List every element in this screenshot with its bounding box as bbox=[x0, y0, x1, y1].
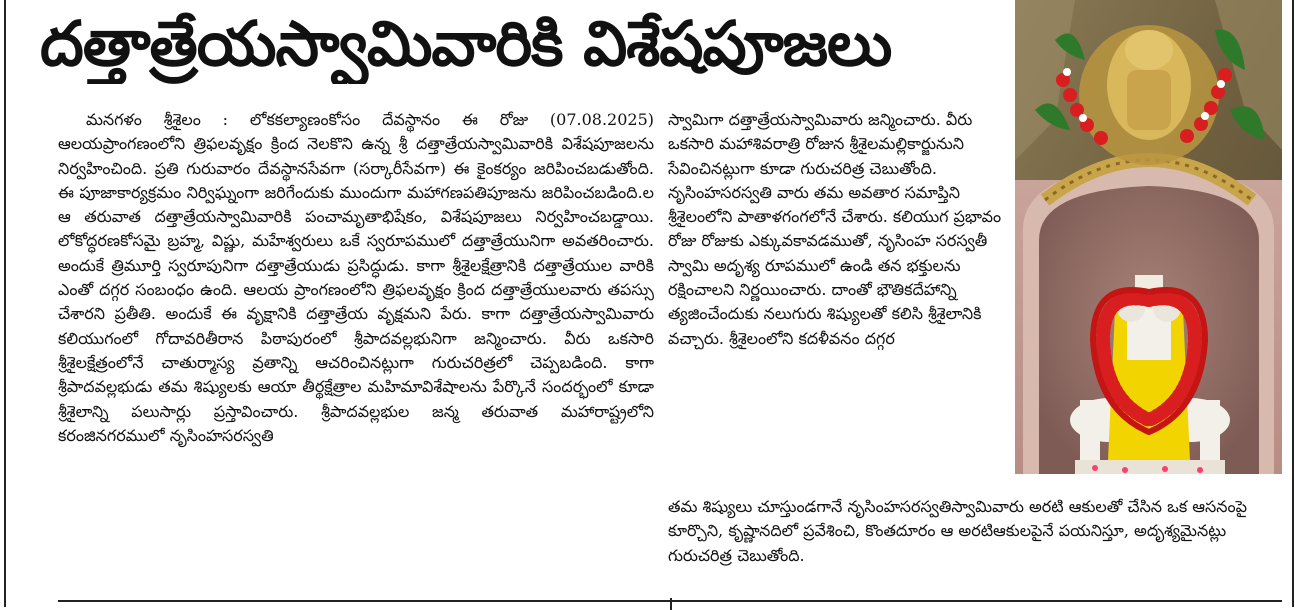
idol-photo-icon bbox=[1015, 0, 1282, 474]
article-paragraph-right-1: స్వామిగా దత్తాత్రేయస్వామివారు జన్మించారు. వీరు ఒకసారి మహాశివరాత్రి రోజున శ్రీశైలమల్లికార్జునుని సేవించినట్లుగా కూడా గురుచరిత్ర చెబుతోంది. bbox=[668, 110, 973, 178]
article-paragraph-right-3: తమ శిష్యులు చూస్తుండగానే నృసింహసరస్వతిస్వామివారు అరటి ఆకులతో చేసిన ఒక ఆసనంపై కూర్చొని, కృష్ణానదిలో ప్రవేశించి, కొంతదూరం ఆ అరటిఆకులపైనే పయనిస్తూ, అదృశ్యమైనట్లు గురుచరిత్ర చెబుతోంది. bbox=[668, 497, 1247, 565]
article-left-column bbox=[58, 108, 654, 448]
bottom-rule-left bbox=[58, 600, 670, 602]
dattatreya-idol-photo bbox=[1015, 0, 1282, 474]
bottom-rule-right bbox=[672, 600, 1282, 602]
article-right-bottom bbox=[668, 495, 1278, 568]
headline: దత్తాత్రేయస్వామివారికి విశేషపూజలు bbox=[40, 7, 892, 80]
article-right-column bbox=[668, 108, 1008, 351]
article-paragraph-left: మనగళం శ్రీశైలం : లోకకల్యాణంకోసం దేవస్థానం ఈ రోజు (07.08.2025) ఆలయప్రాంగణంలోని త్రిఫలవృక్షం క్రింద నెలకొని ఉన్న శ్రీ దత్తాత్రేయస్వామివారికి విశేషపూజలను నిర్వహించింది. ప్రతి గురువారం దేవస్థానసేవగా (సర్కారీసేవగా) ఈ కైంకర్యం జరిపించబడుతోంది. ఈ పూజాకార్యక్రమం నిర్విఘ్నంగా జరిగేందుకు ముందుగా మహాగణపతిపూజను జరిపించబడింది.ల ఆ తరువాత దత్తాత్రేయస్వామివారికి పంచామృతాభిషేకం, విశేషపూజలు నిర్వహించబడ్డాయి. లోకోద్ధరణకోసమై బ్రహ్మ, విష్ణు, మహేశ్వరులు ఒకే స్వరూపములో దత్తాత్రేయునిగా అవతరించారు. అందుకే త్రిమూర్తి స్వరూపునిగా దత్తాత్రేయుడు ప్రసిద్ధుడు. కాగా శ్రీశైలక్షేత్రానికి దత్తాత్రేయుల వారికి ఎంతో దగ్గర సంబంధం ఉంది. ఆలయ ప్రాంగణంలోని త్రిఫలవృక్షం క్రింద దత్తాత్రేయులవారు తపస్సు చేశారని ప్రతీతి. అందుకే ఈ వృక్షానికి దత్తాత్రేయ వృక్షమని పేరు. కాగా దత్తాత్రేయస్వామివారు కలియుగంలో గోదావరితీరాన పిఠాపురంలో శ్రీపాదవల్లభునిగా జన్మించారు. వీరు ఒకసారి శ్రీశైలక్షేత్రంలోనే చాతుర్మాస్య వ్రతాన్ని ఆచరించినట్లుగా గురుచరిత్రలో చెప్పబడింది. కాగా శ్రీపాదవల్లభుడు తమ శిష్యులకు ఆయా తీర్థక్షేత్రాల మహిమావిశేషాలను పేర్కొనే సందర్భంలో కూడా శ్రీశైలాన్ని పలుసార్లు ప్రస్తావించారు. శ్రీపాదవల్లభుల జన్మ తరువాత మహారాష్ట్రలోని కరంజినగరములో నృసింహసరస్వతి bbox=[58, 110, 654, 445]
article-paragraph-right-2: నృసింహసరస్వతి వారు తమ అవతార సమాప్తిని శ్రీశైలంలోని పాతాళగంగలోనే చేశారు. కలియుగ ప్రభావం రోజు రోజుకు ఎక్కువకావడముతో, నృసింహ సరస్వతీ స్వామి అదృశ్య రూపములో ఉండి తన భక్తులను రక్షించాలని నిర్ణయించారు. దాంతో భౌతికదేహాన్ని త్యజించేందుకు నలుగురు శిష్యులతో కలిసి శ్రీశైలానికి వచ్చారు. శ్రీశైలంలోని కదళీవనం దగ్గర bbox=[668, 182, 1002, 348]
